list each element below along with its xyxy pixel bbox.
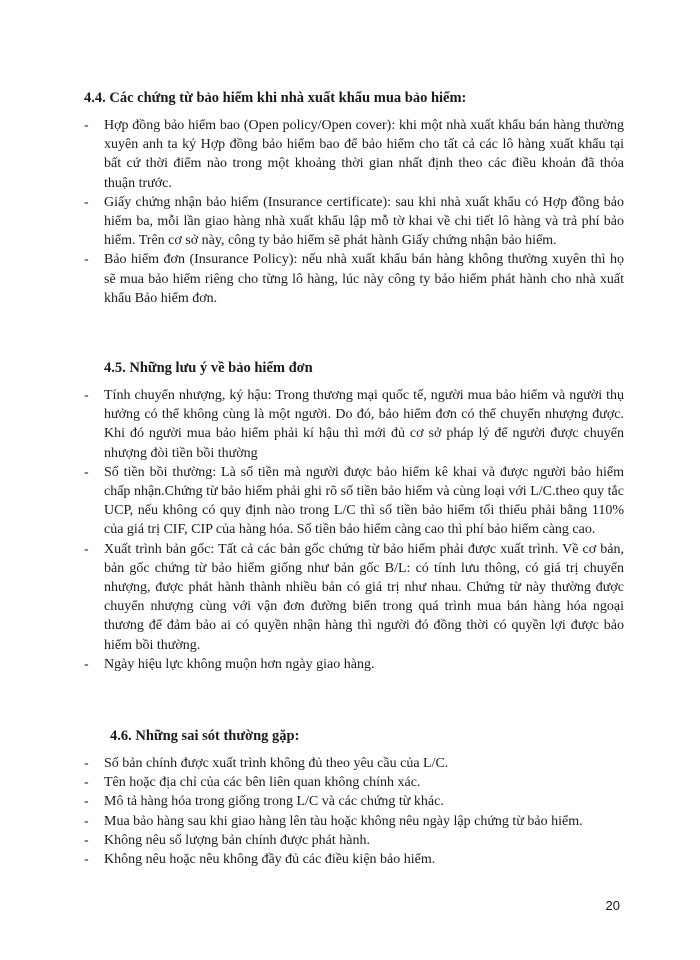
list-item — [84, 773, 624, 792]
section-heading: 4.6. Những sai sót thường gặp: — [110, 728, 300, 744]
list-item — [84, 655, 624, 674]
list-item-text: Số bản chính được xuất trình không đủ theo yêu cầu của L/C. — [104, 756, 449, 771]
list-item — [84, 754, 624, 773]
list-item — [84, 831, 624, 850]
bullet-list — [84, 754, 624, 869]
bullet-dash: - — [84, 756, 89, 771]
bullet-dash: - — [84, 794, 89, 810]
list-item — [84, 463, 624, 540]
list-item-text: Ngày hiệu lực không muộn hơn ngày giao hàng. — [104, 656, 375, 672]
list-item — [84, 250, 624, 308]
list-item — [84, 812, 624, 831]
bullet-dash: - — [84, 656, 89, 672]
list-item-text: Mua bảo hàng sau khi giao hàng lên tàu hoặc không nêu ngày lập chứng từ bảo hiểm. — [104, 813, 583, 829]
list-item-text: Xuất trình bản gốc: Tất cả các bản gốc chứng từ bảo hiểm phải được xuất trình. Về cơ bản, bản gốc chứng từ bảo hiểm giống như bản gốc B/L: có tính lưu thông, có giá trị chuyển nhượng, được phát hành thành nhiều bản có giá trị như nhau. Chứng từ này thường được chuyển nhượng cùng với vận đơn đường biển trong quá trình mua bán hàng hóa ngoại thương để đảm bảo ai có quyền nhận hàng thì người đó đồng thời có quyền lợi được bảo hiểm bồi thường. — [104, 541, 624, 653]
list-item — [84, 193, 624, 251]
list-item — [84, 792, 624, 811]
bullet-dash: - — [84, 464, 89, 480]
bullet-dash: - — [84, 775, 89, 791]
section-heading: 4.4. Các chứng từ bảo hiểm khi nhà xuất khẩu mua bảo hiểm: — [84, 90, 467, 106]
list-item-text: Tính chuyển nhượng, ký hậu: Trong thương mại quốc tế, người mua bảo hiểm và người thụ hưởng có thể không cùng là một người. Do đó, bảo hiểm đơn có thể chuyển nhượng được. Khi đó người mua bảo hiểm phải kí hậu thì mới đủ cơ sở pháp lý để người được chuyển nhượng đòi tiền bồi thường — [104, 388, 624, 461]
bullet-dash: - — [84, 118, 89, 133]
bullet-dash: - — [84, 832, 89, 848]
section-4-4 — [84, 88, 624, 308]
section-4-6 — [84, 726, 624, 869]
list-item-text: Không nêu hoặc nêu không đầy đủ các điều kiện bảo hiểm. — [104, 852, 436, 868]
list-item-text: Số tiền bồi thường: Là số tiền mà người được bảo hiểm kê khai và được người bảo hiểm chấp nhận.Chứng từ bảo hiểm phải ghi rõ số tiền bảo hiểm và cùng loại với L/C.theo quy tắc UCP, nếu không có quy định nào trong L/C thì số tiền bảo hiểm tối thiểu phải bằng 110% của giá trị CIF, CIP của hàng hóa. Số tiền bảo hiểm càng cao thì phí bảo hiểm càng cao. — [104, 464, 624, 538]
list-item — [84, 540, 624, 655]
list-item-text: Hợp đồng bảo hiểm bao (Open policy/Open cover): khi một nhà xuất khẩu bán hàng thường xuyên anh ta ký Hợp đồng bảo hiểm bao để bảo hiểm cho tất cả các lô hàng xuất khẩu tại bất cứ thời điểm nào trong một khoảng thời gian nhất định theo các điều khoản đã thỏa thuận trước. — [104, 118, 624, 191]
bullet-dash: - — [84, 852, 89, 868]
bullet-dash: - — [84, 541, 89, 557]
list-item-text: Không nêu số lượng bản chính được phát hành. — [104, 832, 370, 848]
bullet-dash: - — [84, 813, 89, 829]
section-4-5 — [84, 358, 624, 674]
list-item — [84, 850, 624, 869]
section-heading: 4.5. Những lưu ý về bảo hiểm đơn — [104, 360, 313, 376]
bullet-dash: - — [84, 388, 89, 403]
bullet-dash: - — [84, 194, 89, 210]
list-item-text: Giấy chứng nhận bảo hiểm (Insurance certificate): sau khi nhà xuất khẩu có Hợp đồng bảo hiểm ba, mỗi lần giao hàng nhà xuất khẩu lập mỗ tờ khai về chi tiết lô hàng và trả phí bảo hiểm. Trên cơ sở này, công ty bảo hiểm sẽ phát hành Giấy chứng nhận bảo hiểm. — [104, 194, 624, 249]
list-item-text: Bảo hiểm đơn (Insurance Policy): nếu nhà xuất khẩu bán hàng không thường xuyên thì họ sẽ mua bảo hiểm riêng cho từng lô hàng, lúc này công ty bảo hiểm phát hành cho nhà xuất khẩu Bảo hiểm đơn. — [104, 252, 624, 306]
bullet-list — [84, 386, 624, 674]
bullet-list — [84, 116, 624, 308]
list-item-text: Mô tả hàng hóa trong giống trong L/C và các chứng từ khác. — [104, 794, 444, 810]
list-item — [84, 386, 624, 463]
list-item-text: Tên hoặc địa chỉ của các bên liên quan không chính xác. — [104, 775, 421, 791]
list-item — [84, 116, 624, 193]
page-number: 20 — [605, 898, 620, 913]
bullet-dash: - — [84, 252, 89, 268]
